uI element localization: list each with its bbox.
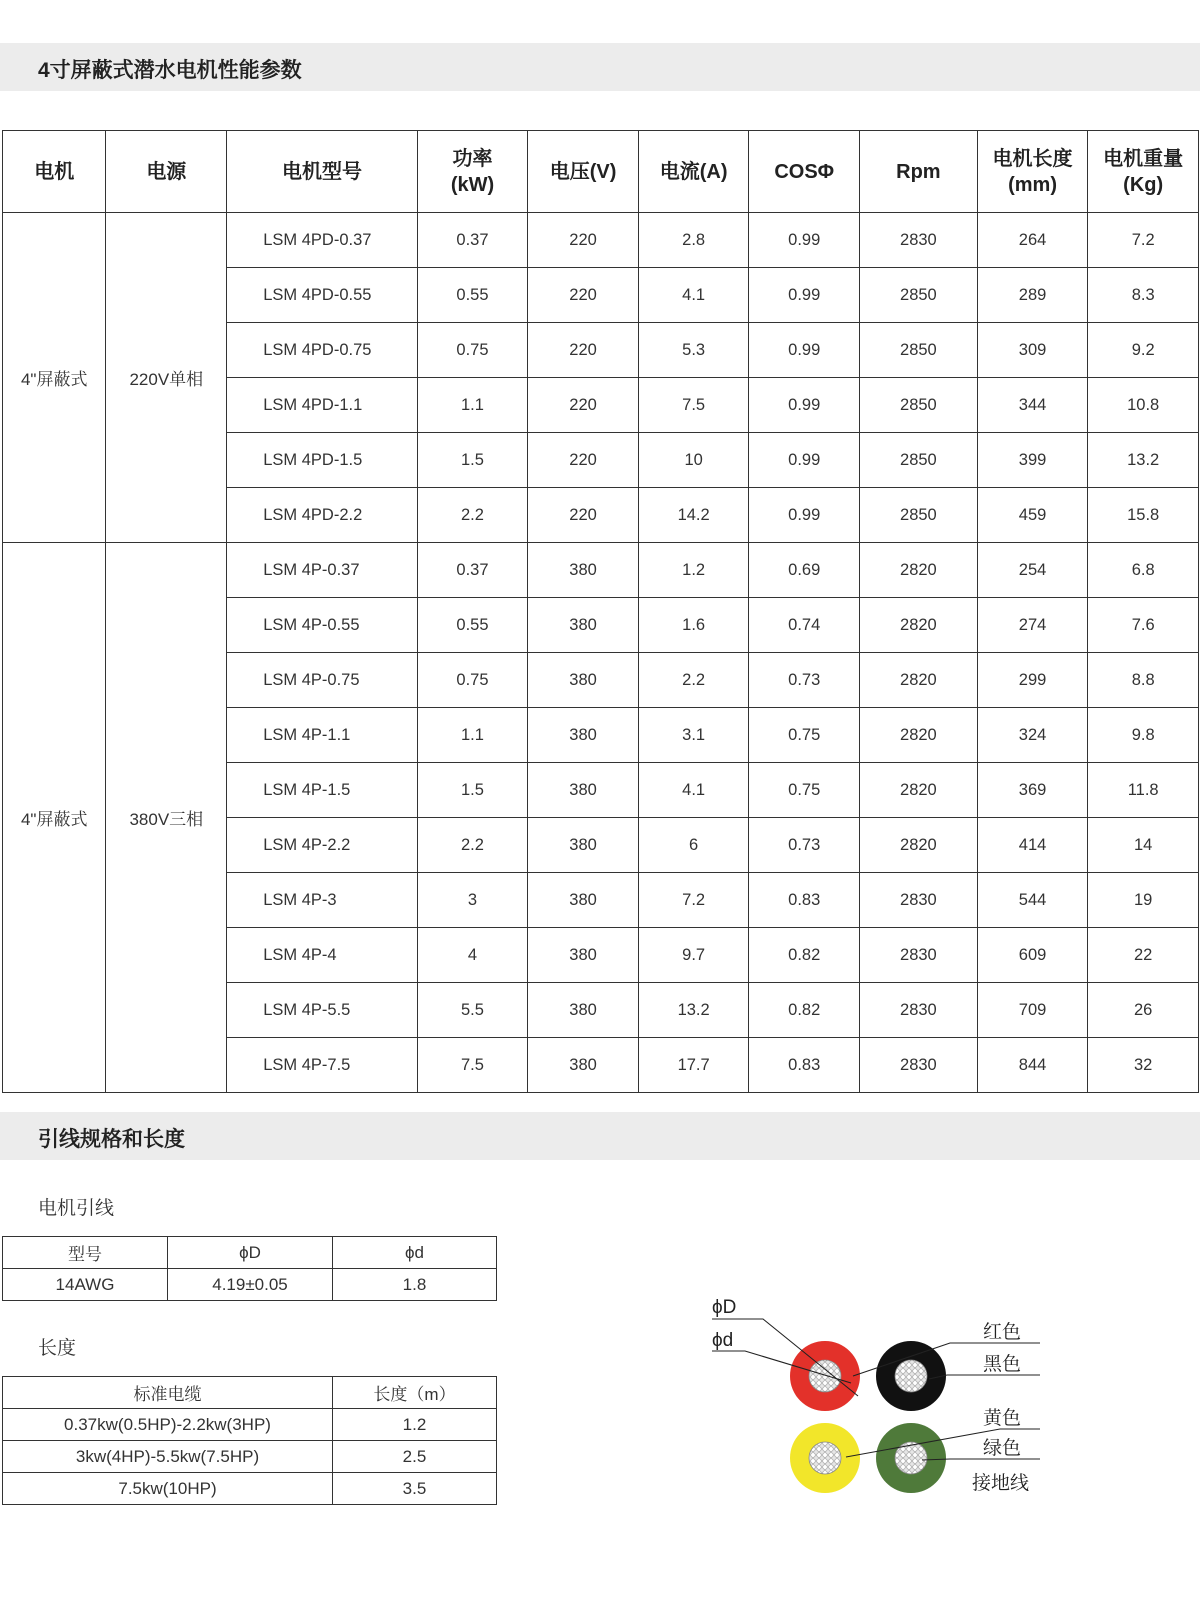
rpm-cell: 2820 [860, 653, 978, 708]
header-length [977, 131, 1088, 213]
voltage-cell: 380 [528, 983, 639, 1038]
rpm-cell: 2830 [860, 928, 978, 983]
table-cell: 1.2 [333, 1409, 497, 1441]
table-row [3, 543, 1199, 598]
power-cell: 5.5 [417, 983, 528, 1038]
red-label: 红色 [983, 1322, 1022, 1343]
cos-cell: 0.75 [749, 763, 860, 818]
voltage-cell: 220 [528, 488, 639, 543]
header-length-label: 电机长度 [992, 147, 1073, 170]
current-cell: 7.5 [638, 378, 749, 433]
length-cell: 309 [977, 323, 1088, 378]
section-header-lead-wire [0, 1112, 1200, 1160]
weight-cell: 26 [1088, 983, 1199, 1038]
length-cell: 344 [977, 378, 1088, 433]
weight-cell: 10.8 [1088, 378, 1199, 433]
weight-cell: 9.8 [1088, 708, 1199, 763]
table-cell: ϕd [333, 1237, 497, 1269]
table-cell: 4.19±0.05 [168, 1269, 333, 1301]
red-wire [790, 1341, 860, 1411]
cos-cell: 0.73 [749, 818, 860, 873]
power-cell: 0.75 [417, 653, 528, 708]
length-title: 长度 [38, 1338, 77, 1359]
rpm-cell: 2830 [860, 1038, 978, 1093]
power-cell: 4 [417, 928, 528, 983]
current-cell: 7.2 [638, 873, 749, 928]
rpm-cell: 2850 [860, 323, 978, 378]
voltage-cell: 380 [528, 1038, 639, 1093]
model-cell: LSM 4P-0.55 [227, 598, 417, 653]
header-model: 电机型号 [227, 131, 417, 213]
weight-cell: 15.8 [1088, 488, 1199, 543]
weight-cell: 19 [1088, 873, 1199, 928]
power-cell: 1.1 [417, 378, 528, 433]
length-cell: 844 [977, 1038, 1088, 1093]
current-cell: 1.2 [638, 543, 749, 598]
current-cell: 17.7 [638, 1038, 749, 1093]
model-cell: LSM 4P-5.5 [227, 983, 417, 1038]
model-cell: LSM 4P-2.2 [227, 818, 417, 873]
table-cell: 3kw(4HP)-5.5kw(7.5HP) [3, 1441, 333, 1473]
rpm-cell: 2830 [860, 213, 978, 268]
length-cell: 459 [977, 488, 1088, 543]
table-cell: 型号 [3, 1237, 168, 1269]
cos-cell: 0.74 [749, 598, 860, 653]
table-cell: 2.5 [333, 1441, 497, 1473]
weight-cell: 7.6 [1088, 598, 1199, 653]
header-weight [1088, 131, 1199, 213]
yellow-wire [790, 1423, 860, 1493]
current-cell: 9.7 [638, 928, 749, 983]
table-row [3, 1409, 497, 1441]
voltage-cell: 380 [528, 598, 639, 653]
table-row [3, 1237, 497, 1269]
cos-cell: 0.82 [749, 983, 860, 1038]
weight-cell: 32 [1088, 1038, 1199, 1093]
voltage-cell: 220 [528, 213, 639, 268]
header-rpm: Rpm [860, 131, 978, 213]
length-table [2, 1376, 497, 1505]
power-cell: 2.2 [417, 818, 528, 873]
cos-cell: 0.99 [749, 488, 860, 543]
weight-cell: 6.8 [1088, 543, 1199, 598]
power-cell: 2.2 [417, 488, 528, 543]
table-row [3, 1473, 497, 1505]
current-cell: 3.1 [638, 708, 749, 763]
model-cell: LSM 4P-0.75 [227, 653, 417, 708]
cos-cell: 0.99 [749, 213, 860, 268]
power-source-cell: 380V三相 [106, 543, 227, 1093]
table-cell: 3.5 [333, 1473, 497, 1505]
model-cell: LSM 4P-1.5 [227, 763, 417, 818]
length-cell: 544 [977, 873, 1088, 928]
length-cell: 609 [977, 928, 1088, 983]
voltage-cell: 380 [528, 653, 639, 708]
length-cell: 274 [977, 598, 1088, 653]
cos-cell: 0.83 [749, 873, 860, 928]
length-cell: 264 [977, 213, 1088, 268]
header-voltage: 电压(V) [528, 131, 639, 213]
power-cell: 0.37 [417, 213, 528, 268]
model-cell: LSM 4P-1.1 [227, 708, 417, 763]
model-cell: LSM 4PD-0.37 [227, 213, 417, 268]
header-cos: COSΦ [749, 131, 860, 213]
outer-diameter-label: ϕD [712, 1297, 737, 1318]
length-cell: 369 [977, 763, 1088, 818]
motor-type-cell: 4"屏蔽式 [3, 543, 106, 1093]
current-cell: 4.1 [638, 763, 749, 818]
rpm-cell: 2830 [860, 983, 978, 1038]
rpm-cell: 2850 [860, 378, 978, 433]
lead-wire-title: 电机引线 [38, 1198, 115, 1219]
power-cell: 3 [417, 873, 528, 928]
header-weight-label: 电机重量 [1103, 147, 1184, 170]
weight-cell: 8.3 [1088, 268, 1199, 323]
yellow-label: 黄色 [983, 1408, 1022, 1429]
motor-type-cell: 4"屏蔽式 [3, 213, 106, 543]
performance-table [2, 130, 1199, 1093]
table-header-row [3, 131, 1199, 213]
cos-cell: 0.99 [749, 378, 860, 433]
voltage-cell: 380 [528, 763, 639, 818]
rpm-cell: 2830 [860, 873, 978, 928]
table-cell: ϕD [168, 1237, 333, 1269]
leader-lines [712, 1319, 1040, 1460]
current-cell: 5.3 [638, 323, 749, 378]
model-cell: LSM 4P-0.37 [227, 543, 417, 598]
power-cell: 0.37 [417, 543, 528, 598]
cos-cell: 0.99 [749, 433, 860, 488]
weight-cell: 8.8 [1088, 653, 1199, 708]
weight-cell: 14 [1088, 818, 1199, 873]
section-title-lead-wire: 引线规格和长度 [38, 1128, 185, 1151]
header-power-source: 电源 [106, 131, 227, 213]
header-power-unit: (kW) [450, 173, 495, 196]
rpm-cell: 2820 [860, 543, 978, 598]
weight-cell: 22 [1088, 928, 1199, 983]
current-cell: 2.8 [638, 213, 749, 268]
section-title-performance: 4寸屏蔽式潜水电机性能参数 [38, 59, 302, 82]
weight-cell: 13.2 [1088, 433, 1199, 488]
weight-cell: 7.2 [1088, 213, 1199, 268]
current-cell: 2.2 [638, 653, 749, 708]
power-cell: 1.1 [417, 708, 528, 763]
length-cell: 709 [977, 983, 1088, 1038]
green-wire [876, 1423, 946, 1493]
voltage-cell: 220 [528, 433, 639, 488]
current-cell: 10 [638, 433, 749, 488]
model-cell: LSM 4P-7.5 [227, 1038, 417, 1093]
performance-table-body [3, 213, 1199, 1093]
header-power-label: 功率 [452, 147, 493, 170]
header-power [417, 131, 528, 213]
rpm-cell: 2820 [860, 598, 978, 653]
table-row [3, 213, 1199, 268]
inner-diameter-label: ϕd [712, 1330, 734, 1351]
model-cell: LSM 4PD-1.1 [227, 378, 417, 433]
rpm-cell: 2820 [860, 818, 978, 873]
table-cell: 14AWG [3, 1269, 168, 1301]
rpm-cell: 2820 [860, 763, 978, 818]
power-source-cell: 220V单相 [106, 213, 227, 543]
table-cell: 0.37kw(0.5HP)-2.2kw(3HP) [3, 1409, 333, 1441]
green-label: 绿色 [983, 1438, 1022, 1459]
voltage-cell: 380 [528, 873, 639, 928]
length-cell: 399 [977, 433, 1088, 488]
header-length-unit: (mm) [1008, 173, 1057, 196]
voltage-cell: 380 [528, 708, 639, 763]
weight-cell: 11.8 [1088, 763, 1199, 818]
lead-wire-table [2, 1236, 497, 1301]
cos-cell: 0.99 [749, 323, 860, 378]
section-header-performance [0, 43, 1200, 91]
power-cell: 1.5 [417, 763, 528, 818]
model-cell: LSM 4PD-1.5 [227, 433, 417, 488]
length-cell: 289 [977, 268, 1088, 323]
table-row [3, 1441, 497, 1473]
length-cell: 324 [977, 708, 1088, 763]
cos-cell: 0.82 [749, 928, 860, 983]
power-cell: 7.5 [417, 1038, 528, 1093]
current-cell: 13.2 [638, 983, 749, 1038]
cos-cell: 0.83 [749, 1038, 860, 1093]
power-cell: 0.55 [417, 268, 528, 323]
weight-cell: 9.2 [1088, 323, 1199, 378]
cos-cell: 0.99 [749, 268, 860, 323]
current-cell: 14.2 [638, 488, 749, 543]
length-cell: 299 [977, 653, 1088, 708]
rpm-cell: 2820 [860, 708, 978, 763]
table-cell: 长度（m） [333, 1377, 497, 1409]
power-cell: 0.55 [417, 598, 528, 653]
rpm-cell: 2850 [860, 433, 978, 488]
ground-wire-label: 接地线 [972, 1473, 1030, 1494]
model-cell: LSM 4PD-0.55 [227, 268, 417, 323]
header-current: 电流(A) [638, 131, 749, 213]
black-wire [876, 1341, 946, 1411]
cos-cell: 0.75 [749, 708, 860, 763]
voltage-cell: 380 [528, 543, 639, 598]
voltage-cell: 220 [528, 268, 639, 323]
current-cell: 4.1 [638, 268, 749, 323]
black-label: 黑色 [983, 1354, 1022, 1375]
cos-cell: 0.73 [749, 653, 860, 708]
current-cell: 6 [638, 818, 749, 873]
table-cell: 7.5kw(10HP) [3, 1473, 333, 1505]
header-motor: 电机 [3, 131, 106, 213]
voltage-cell: 220 [528, 378, 639, 433]
model-cell: LSM 4PD-2.2 [227, 488, 417, 543]
voltage-cell: 220 [528, 323, 639, 378]
voltage-cell: 380 [528, 818, 639, 873]
table-cell: 1.8 [333, 1269, 497, 1301]
current-cell: 1.6 [638, 598, 749, 653]
header-weight-unit: (Kg) [1123, 173, 1164, 196]
model-cell: LSM 4PD-0.75 [227, 323, 417, 378]
table-cell: 标准电缆 [3, 1377, 333, 1409]
rpm-cell: 2850 [860, 268, 978, 323]
table-row [3, 1377, 497, 1409]
table-row [3, 1269, 497, 1301]
length-cell: 254 [977, 543, 1088, 598]
cos-cell: 0.69 [749, 543, 860, 598]
model-cell: LSM 4P-4 [227, 928, 417, 983]
power-cell: 0.75 [417, 323, 528, 378]
voltage-cell: 380 [528, 928, 639, 983]
model-cell: LSM 4P-3 [227, 873, 417, 928]
power-cell: 1.5 [417, 433, 528, 488]
rpm-cell: 2850 [860, 488, 978, 543]
length-cell: 414 [977, 818, 1088, 873]
